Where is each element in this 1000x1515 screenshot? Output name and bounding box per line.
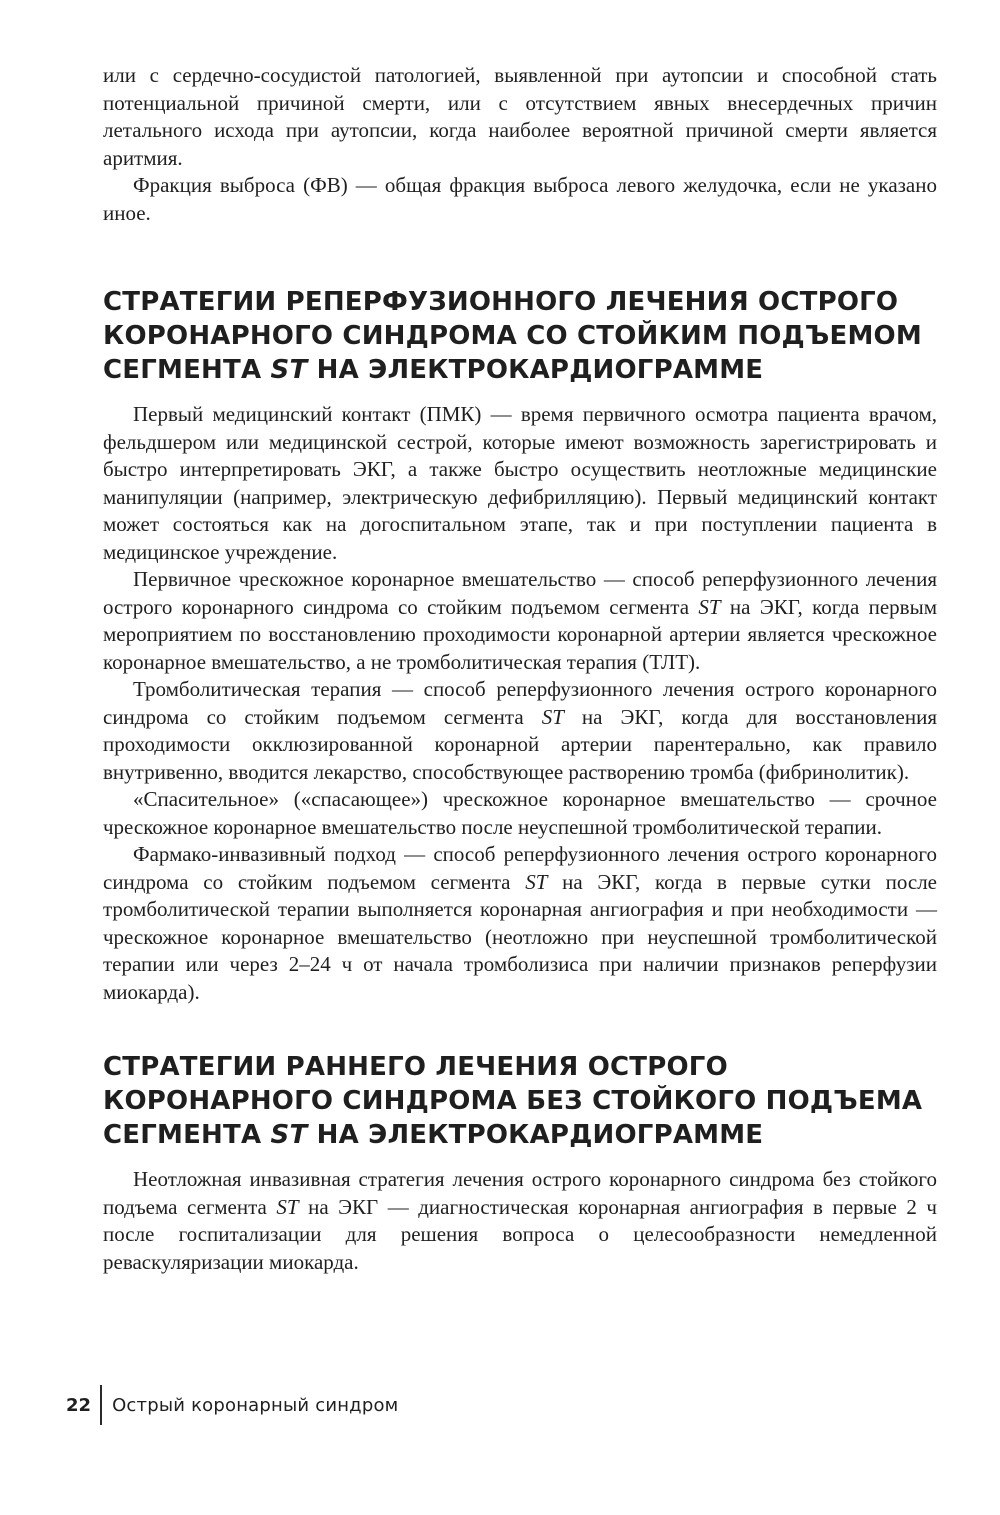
section-2-heading-st: ST xyxy=(270,1120,308,1150)
section-1-paragraph-5-a: Фармако-инвазивный подход — способ реперфузионного лечения острого коронарного синдрома со стойким подъемом сегмента xyxy=(103,842,937,894)
intro-paragraph-1: или с сердечно-сосудистой патологией, выявленной при аутопсии и способной стать потенциальной причиной смерти, или с отсутствием явных внесердечных причин летального исхода при аутопсии, когда наиболее вероятной причиной смерти является аритмия. xyxy=(103,63,937,170)
section-1-paragraph-5-b: на ЭКГ, когда в первые сутки после тромболитической терапии выполняется коронарная ангиография и при необходимости — чрескожное коронарное вмешательство (неотложно при неуспешной тромболитической терапии или через 2–24 ч от начала тромболизиса при наличии признаков реперфузии миокарда). xyxy=(103,869,937,1004)
section-1-paragraph-2-a: Первичное чрескожное коронарное вмешательство — способ реперфузионного лечения острого коронарного синдрома со стойким подъемом сегмента xyxy=(103,567,937,619)
running-title: Острый коронарный синдром xyxy=(112,1394,399,1416)
section-1-paragraph-3 xyxy=(103,676,937,786)
section-2-paragraph-1 xyxy=(103,1166,937,1276)
section-1-paragraph-4: «Спасительное» («спасающее») чрескожное коронарное вмешательство — срочное чрескожное коронарное вмешательство после неуспешной тромболитической терапии. xyxy=(103,787,937,839)
page-number: 22 xyxy=(66,1394,92,1416)
section-1-paragraph-2-b: на ЭКГ, когда первым мероприятием по восстановлению проходимости коронарной артерии является чрескожное коронарное вмешательство, а не тромболитическая терапия (ТЛТ). xyxy=(103,594,937,674)
section-1-paragraph-3-st: ST xyxy=(541,704,564,729)
section-1-paragraph-3-b: на ЭКГ, когда для восстановления проходимости окклюзированной коронарной артерии парентерально, как правило внутривенно, вводится лекарство, способствующее растворению тромба (фибринолитик). xyxy=(103,704,937,784)
section-1-heading-part2: НА ЭЛЕКТРОКАРДИОГРАММЕ xyxy=(307,355,764,385)
page-footer xyxy=(66,1384,398,1426)
section-1-paragraph-2-st: ST xyxy=(698,594,721,619)
section-1-heading-st: ST xyxy=(270,355,308,385)
section-1-paragraph-3-a: Тромболитическая терапия — способ реперфузионного лечения острого коронарного синдрома со стойким подъемом сегмента xyxy=(103,677,937,729)
section-2-heading xyxy=(103,1050,937,1152)
section-1-paragraph-2 xyxy=(103,566,937,676)
section-2-paragraph-1-a: Неотложная инвазивная стратегия лечения острого коронарного синдрома без стойкого подъема сегмента xyxy=(103,1167,937,1219)
section-1-paragraph-5-st: ST xyxy=(525,869,548,894)
intro-paragraph-2: Фракция выброса (ФВ) — общая фракция выброса левого желудочка, если не указано иное. xyxy=(103,173,937,225)
section-2-heading-part2: НА ЭЛЕКТРОКАРДИОГРАММЕ xyxy=(307,1120,764,1150)
section-2-paragraph-1-st: ST xyxy=(276,1194,299,1219)
section-1-paragraph-5 xyxy=(103,841,937,1006)
page-body xyxy=(103,62,937,1276)
section-1-heading-part1: СТРАТЕГИИ РЕПЕРФУЗИОННОГО ЛЕЧЕНИЯ ОСТРОГО КОРОНАРНОГО СИНДРОМА СО СТОЙКИМ ПОДЪЕМОМ СЕГМЕНТА xyxy=(103,287,922,385)
section-1-heading xyxy=(103,285,937,387)
section-1-paragraph-1: Первый медицинский контакт (ПМК) — время первичного осмотра пациента врачом, фельдшером или медицинской сестрой, которые имеют возможность зарегистрировать и быстро интерпретировать ЭКГ, а также быстро осуществить неотложные медицинские манипуляции (например, электрическую дефибрилляцию). Первый медицинский контакт может состояться как на догоспитальном этапе, так и при поступлении пациента в медицинское учреждение. xyxy=(103,402,937,564)
section-2-heading-part1: СТРАТЕГИИ РАННЕГО ЛЕЧЕНИЯ ОСТРОГО КОРОНАРНОГО СИНДРОМА БЕЗ СТОЙКОГО ПОДЪЕМА СЕГМЕНТА xyxy=(103,1052,923,1150)
section-2-paragraph-1-b: на ЭКГ — диагностическая коронарная ангиография в первые 2 ч после госпитализации для решения вопроса о целесообразности немедленной реваскуляризации миокарда. xyxy=(103,1194,937,1274)
